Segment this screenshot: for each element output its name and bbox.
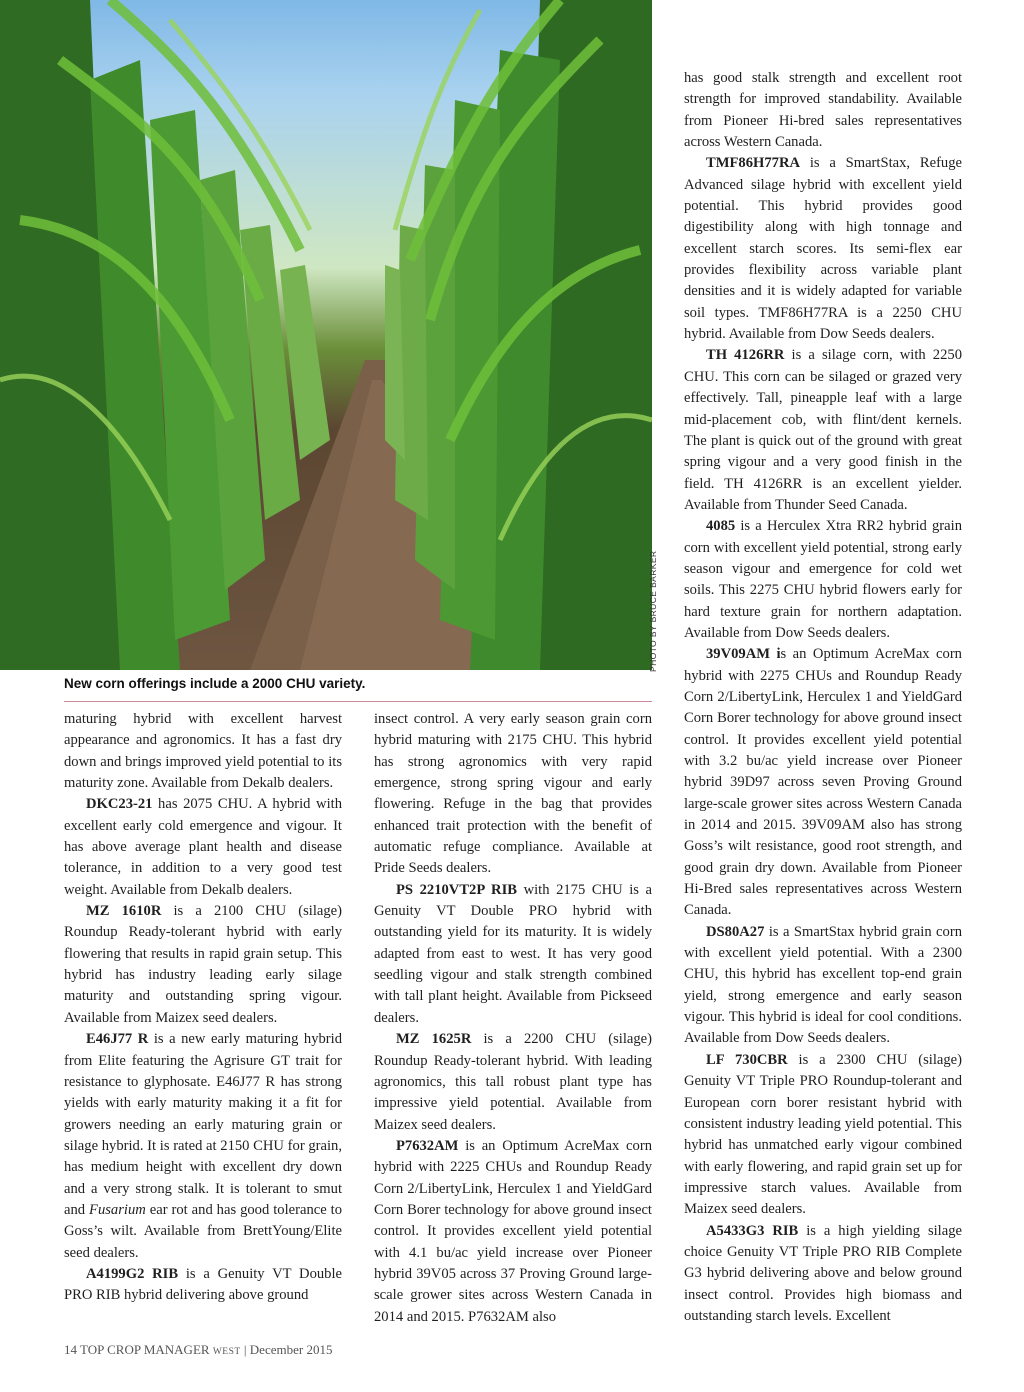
paragraph (374, 1136, 652, 1328)
cornfield-illustration (0, 0, 652, 670)
paragraph-text: is a SmartStax hybrid grain corn with excellent yield potential. With a 2300 CHU, this hybrid has excellent top-end grain yield, strong emergence and early season vigour. This hybrid is ideal for cool conditions. Available from Dow Seeds dealers. (684, 923, 962, 1047)
hybrid-name: A4199G2 RIB (86, 1265, 179, 1282)
paragraph (684, 644, 962, 921)
hybrid-name: LF 730CBR (706, 1051, 788, 1068)
footer-separator: | (243, 1342, 247, 1357)
caption-divider (64, 701, 652, 702)
paragraph-text: is a 2200 CHU (silage) Roundup Ready-tolerant hybrid. With leading agronomics, this tall robust plant type has impressive yield potential. Available from Maizex seed dealers. (374, 1031, 652, 1133)
paragraph-text: is a 2300 CHU (silage) Genuity VT Triple PRO Roundup-tolerant and European corn borer resistant hybrid with consistent industry leading yield potential. This hybrid has unmatched early vigour combined with early flowering, and rapid grain set up for impressive starch values. Available from Maizex seed dealers. (684, 1051, 962, 1218)
paragraph-text: is an Optimum AcreMax corn hybrid with 2225 CHUs and Roundup Ready Corn 2/LibertyLink, Herculex 1 and YieldGard Corn Borer technology for above ground insect control. It provides excellent yield potential with 4.1 bu/ac yield increase over Pioneer hybrid 39V05 across 37 Proving Ground large-scale grower sites across Western Canada in 2014 and 2015. P7632AM also (374, 1137, 652, 1325)
issue-date: December 2015 (249, 1342, 333, 1357)
paragraph (684, 153, 962, 345)
hybrid-name: DKC23-21 (86, 796, 153, 813)
paragraph-text: s an Optimum AcreMax corn hybrid with 2275 CHUs and Roundup Ready Corn 2/LibertyLink, Herculex 1 and YieldGard Corn Borer technology for above ground insect control. It provides excellent yield potential with 3.2 bu/ac yield increase over Pioneer hybrid 39D97 across seven Proving Ground large-scale grower sites across Western Canada in 2014 and 2015. 39V09AM also has strong Goss’s wilt resistance, good root strength, and good grain dry down. Available from Pioneer Hi-Bred sales representatives across Western Canada. (684, 646, 962, 919)
paragraph-text: is a 2100 CHU (silage) Roundup Ready-tolerant hybrid with early flowering that results in rapid grain setup. This hybrid has industry leading early silage maturity and outstanding spring vigour. Available from Maizex seed dealers. (64, 903, 342, 1026)
hybrid-name: PS 2210VT2P RIB (396, 881, 517, 898)
magazine-name: TOP CROP MANAGER (80, 1342, 210, 1357)
paragraph (374, 880, 652, 1029)
article-column-3 (684, 68, 962, 1327)
page-footer (64, 1342, 332, 1358)
paragraph-text: with 2175 CHU is a Genuity VT Double PRO hybrid with outstanding yield for its maturity. It is widely adapted from east to west. It has very good seedling vigour and stalk strength combined with tall plant height. Available from Pickseed dealers. (374, 881, 652, 1026)
paragraph (64, 1264, 342, 1307)
hybrid-name: DS80A27 (706, 923, 765, 940)
photo-credit: PHOTO BY BRUCE BARKER (648, 550, 658, 672)
paragraph (684, 516, 962, 644)
paragraph-text: maturing hybrid with excellent harvest appearance and agronomics. It has a fast dry down and brings improved yield potential to its maturity zone. Available from Dekalb dealers. (64, 711, 342, 792)
hybrid-name: 39V09AM i (706, 646, 781, 663)
paragraph-text: is a high yielding silage choice Genuity VT Triple PRO RIB Complete G3 hybrid delivering above and below ground insect control. Provides high biomass and outstanding starch levels. Excellent (684, 1222, 962, 1324)
paragraph (64, 901, 342, 1029)
paragraph (64, 794, 342, 901)
paragraph (684, 1221, 962, 1328)
paragraph (64, 1029, 342, 1264)
paragraph-text: is a Herculex Xtra RR2 hybrid grain corn with excellent yield potential, strong early season vigour and emergence for cold wet soils. This 2275 CHU hybrid flowers early for hard texture grain for northern adaptation. Available from Dow Seeds dealers. (684, 518, 962, 641)
paragraph (374, 709, 652, 880)
paragraph (374, 1029, 652, 1136)
hybrid-name: MZ 1610R (86, 903, 162, 920)
paragraph (684, 345, 962, 516)
paragraph (684, 68, 962, 153)
paragraph (64, 709, 342, 794)
hybrid-name: 4085 (706, 518, 736, 535)
hybrid-name: TH 4126RR (706, 347, 785, 364)
paragraph-text: ear rot and has good tolerance to Goss’s wilt. Available from BrettYoung/Elite seed dealers. (64, 1201, 342, 1261)
paragraph-text: has good stalk strength and excellent root strength for improved standability. Available from Pioneer Hi-bred sales representatives across Western Canada. (684, 70, 962, 151)
paragraph-text: is a silage corn, with 2250 CHU. This corn can be silaged or grazed very effectively. Tall, pineapple leaf with a large mid-placement cob, with flint/dent kernels. The plant is quick out of the ground with great spring vigour and a very good finish in the field. TH 4126RR is an excellent yielder. Available from Thunder Seed Canada. (684, 347, 962, 513)
paragraph (684, 1050, 962, 1221)
paragraph-text: is a SmartStax, Refuge Advanced silage hybrid with excellent yield potential. This hybrid provides good digestibility along with high tonnage and excellent starch scores. Its semi-flex ear provides flexibility across variable plant densities and it is widely adapted for variable soil types. TMF86H77RA is a 2250 CHU hybrid. Available from Dow Seeds dealers. (684, 155, 962, 343)
paragraph-text: has 2075 CHU. A hybrid with excellent early cold emergence and vigour. It has above average plant health and disease tolerance, in addition to a very good test weight. Available from Dekalb dealers. (64, 796, 342, 898)
cornfield-photo (0, 0, 652, 670)
page-number: 14 (64, 1342, 77, 1357)
paragraph-text: insect control. A very early season grain corn hybrid maturing with 2175 CHU. This hybrid has strong agronomics with very rapid emergence, strong spring vigour and early flowering. Refuge in the bag that provides enhanced trait protection with the benefit of automatic refuge compliance. Available at Pride Seeds dealers. (374, 711, 652, 877)
paragraph-text: is a Genuity VT Double PRO RIB hybrid delivering above ground (64, 1265, 342, 1304)
hybrid-name: TMF86H77RA (706, 155, 801, 172)
photo-caption: New corn offerings include a 2000 CHU variety. (64, 676, 366, 691)
hybrid-name: P7632AM (396, 1137, 459, 1154)
magazine-edition: WEST (212, 1347, 241, 1357)
article-column-2 (374, 709, 652, 1328)
italic-term: Fusarium (89, 1201, 146, 1218)
hybrid-name: MZ 1625R (396, 1031, 472, 1048)
hybrid-name: E46J77 R (86, 1031, 149, 1048)
paragraph-text: is a new early maturing hybrid from Elite featuring the Agrisure GT trait for resistance to glyphosate. E46J77 R has strong yields with early maturity making it a fit for growers needing an early maturing grain or silage hybrid. It is rated at 2150 CHU for grain, has medium height with excellent dry down and a very strong stalk. It is tolerant to smut and (64, 1031, 342, 1218)
paragraph (684, 922, 962, 1050)
hybrid-name: A5433G3 RIB (706, 1222, 799, 1239)
article-column-1 (64, 709, 342, 1307)
